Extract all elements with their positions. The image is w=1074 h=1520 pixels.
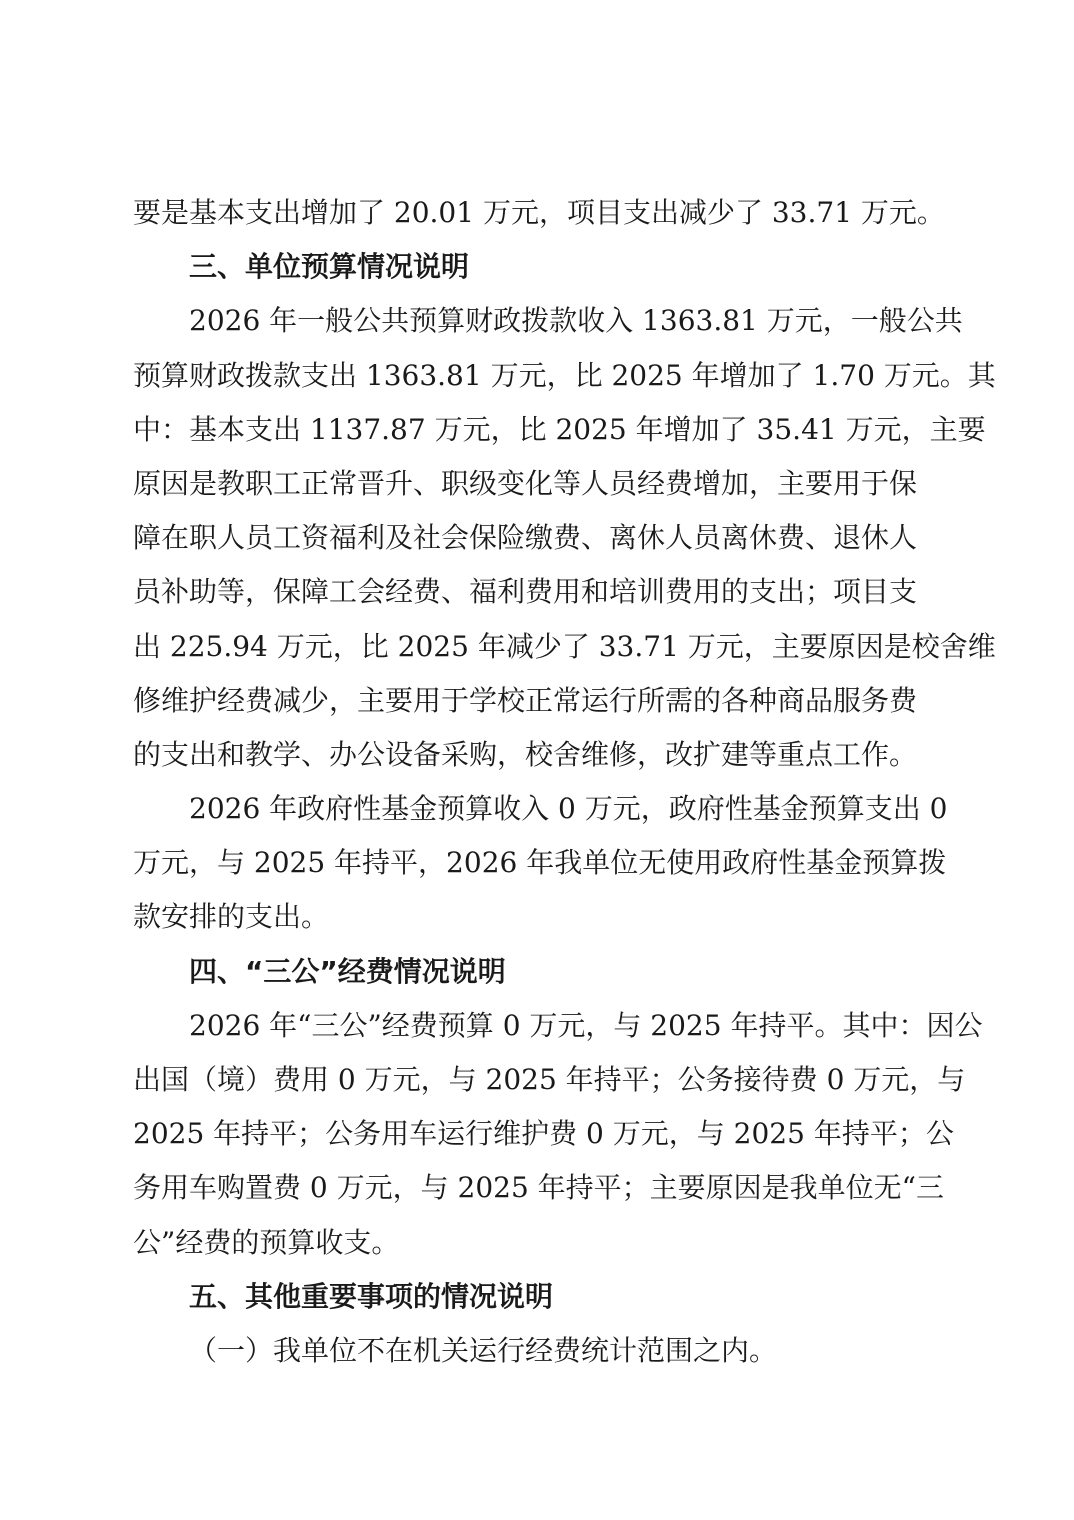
document-page — [133, 186, 996, 1378]
paragraph-line: 出 225.94 万元，比 2025 年减少了 33.71 万元，主要原因是校舍维 — [133, 629, 996, 663]
paragraph-line: 款安排的支出。 — [133, 900, 330, 934]
paragraph-line: 修维护经费减少，主要用于学校正常运行所需的各种商品服务费 — [133, 683, 918, 717]
paragraph-line: （一）我单位不在机关运行经费统计范围之内。 — [189, 1333, 778, 1367]
paragraph-line: 务用车购置费 0 万元，与 2025 年持平；主要原因是我单位无“三 — [133, 1171, 944, 1205]
paragraph-line: 障在职人员工资福利及社会保险缴费、离休人员离休费、退休人 — [133, 521, 918, 555]
paragraph-line: 出国（境）费用 0 万元，与 2025 年持平；公务接待费 0 万元，与 — [133, 1063, 966, 1096]
paragraph-line: 2026 年“三公”经费预算 0 万元，与 2025 年持平。其中：因公 — [189, 1008, 983, 1042]
paragraph-line: 原因是教职工正常晋升、职级变化等人员经费增加，主要用于保 — [133, 466, 918, 500]
paragraph-line: 公”经费的预算收支。 — [133, 1225, 400, 1259]
paragraph-line: 2026 年一般公共预算财政拨款收入 1363.81 万元，一般公共 — [189, 304, 963, 338]
section-heading: 四、“三公”经费情况说明 — [189, 954, 506, 988]
paragraph-line: 中：基本支出 1137.87 万元，比 2025 年增加了 35.41 万元，主要 — [133, 412, 986, 446]
paragraph-line: 万元，与 2025 年持平，2026 年我单位无使用政府性基金预算拨 — [133, 846, 947, 880]
paragraph-line: 预算财政拨款支出 1363.81 万元，比 2025 年增加了 1.70 万元。其 — [133, 358, 996, 392]
paragraph-line: 的支出和教学、办公设备采购，校舍维修，改扩建等重点工作。 — [133, 737, 918, 771]
paragraph-line: 要是基本支出增加了 20.01 万元，项目支出减少了 33.71 万元。 — [133, 196, 945, 229]
section-heading: 三、单位预算情况说明 — [189, 250, 470, 284]
paragraph-line: 2026 年政府性基金预算收入 0 万元，政府性基金预算支出 0 — [189, 792, 948, 826]
paragraph-line: 2025 年持平；公务用车运行维护费 0 万元，与 2025 年持平；公 — [133, 1117, 954, 1151]
paragraph-line: 员补助等，保障工会经费、福利费用和培训费用的支出；项目支 — [133, 575, 918, 609]
section-heading: 五、其他重要事项的情况说明 — [189, 1279, 554, 1313]
